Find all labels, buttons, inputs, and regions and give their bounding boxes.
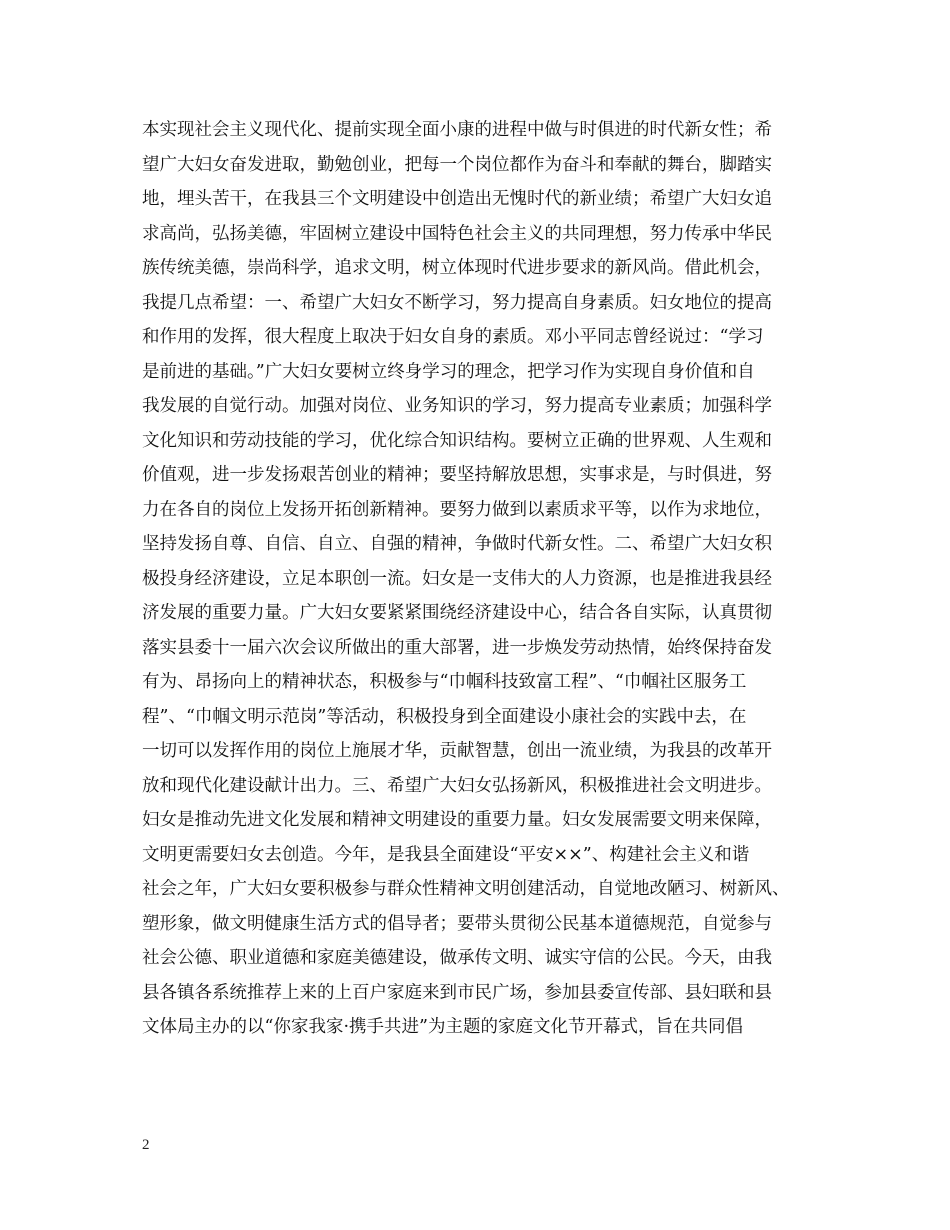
text-line: 放和现代化建设献计出力。三、希望广大妇女弘扬新风，积极推进社会文明进步。 — [142, 775, 772, 796]
text-line: 求高尚，弘扬美德，牢固树立建设中国特色社会主义的共同理想，努力传承中华民 — [142, 223, 772, 244]
text-line: 落实县委十一届六次会议所做出的重大部署，进一步焕发劳动热情，始终保持奋发 — [142, 637, 772, 658]
text-line: 文化知识和劳动技能的学习，优化综合知识结构。要树立正确的世界观、人生观和 — [142, 430, 772, 451]
text-line: 力在各自的岗位上发扬开拓创新精神。要努力做到以素质求平等，以作为求地位， — [142, 499, 772, 520]
text-line: 塑形象，做文明健康生活方式的倡导者；要带头贯彻公民基本道德规范，自觉参与 — [142, 913, 772, 934]
text-line: 一切可以发挥作用的岗位上施展才华，贡献智慧，创出一流业绩，为我县的改革开 — [142, 741, 772, 761]
text-line: 文体局主办的以“你家我家·携手共进”为主题的家庭文化节开幕式，旨在共同倡 — [142, 1017, 743, 1037]
text-line: 社会之年，广大妇女要积极参与群众性精神文明创建活动，自觉地改陋习、树新风、 — [142, 879, 790, 899]
text-line: 地，埋头苦干，在我县三个文明建设中创造出无愧时代的新业绩；希望广大妇女追 — [142, 189, 772, 209]
text-line: 是前进的基础。”广大妇女要树立终身学习的理念，把学习作为实现自身价值和自 — [142, 361, 755, 382]
text-line: 妇女是推动先进文化发展和精神文明建设的重要力量。妇女发展需要文明来保障， — [142, 810, 772, 830]
text-line: 社会公德、职业道德和家庭美德建设，做承传文明、诚实守信的公民。今天，由我 — [142, 948, 772, 968]
text-line: 县各镇各系统推荐上来的上百户家庭来到市民广场，参加县委宣传部、县妇联和县 — [142, 982, 772, 1003]
text-line: 我提几点希望：一、希望广大妇女不断学习，努力提高自身素质。妇女地位的提高 — [142, 292, 772, 313]
text-line: 我发展的自觉行动。加强对岗位、业务知识的学习，努力提高专业素质；加强科学 — [142, 396, 772, 416]
text-line: 济发展的重要力量。广大妇女要紧紧围绕经济建设中心，结合各自实际，认真贯彻 — [142, 603, 772, 623]
text-line: 文明更需要妇女去创造。今年，是我县全面建设“平安××”、构建社会主义和谐 — [142, 844, 750, 865]
text-line: 价值观，进一步发扬艰苦创业的精神；要坚持解放思想，实事求是，与时俱进，努 — [142, 465, 772, 485]
text-line: 极投身经济建设，立足本职创一流。妇女是一支伟大的人力资源，也是推进我县经 — [142, 568, 772, 589]
text-line: 坚持发扬自尊、自信、自立、自强的精神，争做时代新女性。二、希望广大妇女积 — [142, 534, 772, 554]
body-paragraph — [142, 113, 832, 1045]
page-number: 2 — [142, 1137, 150, 1153]
text-line: 程”、“巾帼文明示范岗”等活动，积极投身到全面建设小康社会的实践中去，在 — [142, 706, 747, 727]
text-line: 本实现社会主义现代化、提前实现全面小康的进程中做与时俱进的时代新女性；希 — [142, 120, 772, 140]
text-line: 族传统美德，崇尚科学，追求文明，树立体现时代进步要求的新风尚。借此机会， — [142, 258, 772, 278]
text-line: 和作用的发挥，很大程度上取决于妇女自身的素质。邓小平同志曾经说过：“学习 — [142, 327, 764, 347]
text-line: 有为、昂扬向上的精神状态，积极参与“巾帼科技致富工程”、“巾帼社区服务工 — [142, 672, 747, 692]
text-line: 望广大妇女奋发进取，勤勉创业，把每一个岗位都作为奋斗和奉献的舞台，脚踏实 — [142, 154, 772, 175]
